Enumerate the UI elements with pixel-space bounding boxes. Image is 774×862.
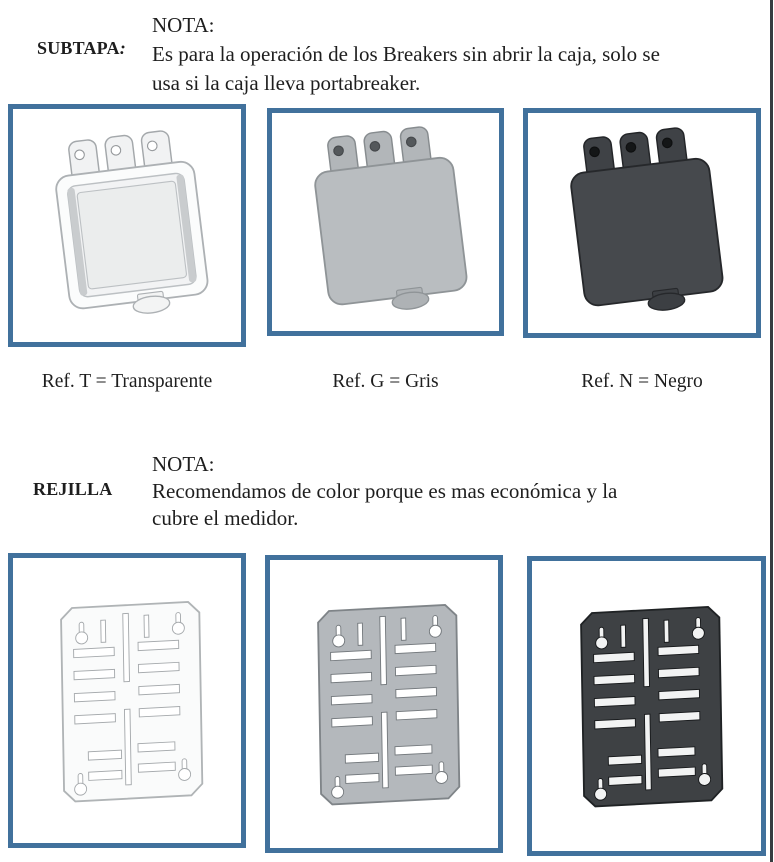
rejilla-heading	[33, 479, 112, 500]
note-title: NOTA:	[152, 13, 215, 37]
note-line: Recomendamos de color porque es mas económica y la	[152, 479, 618, 503]
note-line: usa si la caja lleva portabreaker.	[152, 71, 421, 95]
note-line: cubre el medidor.	[152, 506, 299, 530]
subtapa-heading-colon: :	[119, 38, 126, 58]
subtapa-negro-image	[539, 120, 745, 326]
product-frame-subtapa-gris	[267, 108, 504, 336]
ref-label-gris: Ref. G = Gris	[332, 371, 439, 392]
page-edge-rule	[770, 0, 773, 862]
product-frame-rejilla-transparente	[8, 553, 246, 848]
subtapa-heading-text: SUBTAPA	[37, 38, 120, 58]
rejilla-gris-image	[278, 575, 490, 833]
rejilla-transparente-image	[21, 572, 233, 830]
ref-label-transparente: Ref. T = Transparente	[41, 371, 213, 392]
product-frame-rejilla-negro	[527, 556, 766, 856]
product-frame-subtapa-negro	[523, 108, 761, 338]
note-title: NOTA:	[152, 452, 215, 476]
subtapa-note	[152, 11, 660, 98]
product-frame-rejilla-gris	[265, 555, 503, 853]
note-line: Es para la operación de los Breakers sin abrir la caja, solo se	[152, 42, 660, 66]
rejilla-negro-image	[541, 577, 753, 835]
rejilla-heading-text: REJILLA	[33, 479, 113, 499]
rejilla-note	[152, 451, 617, 532]
subtapa-gris-image	[283, 119, 489, 325]
ref-label-negro: Ref. N = Negro	[581, 371, 703, 392]
subtapa-heading	[37, 38, 126, 59]
subtapa-transparente-image	[24, 123, 230, 329]
product-frame-subtapa-transparente	[8, 104, 246, 347]
